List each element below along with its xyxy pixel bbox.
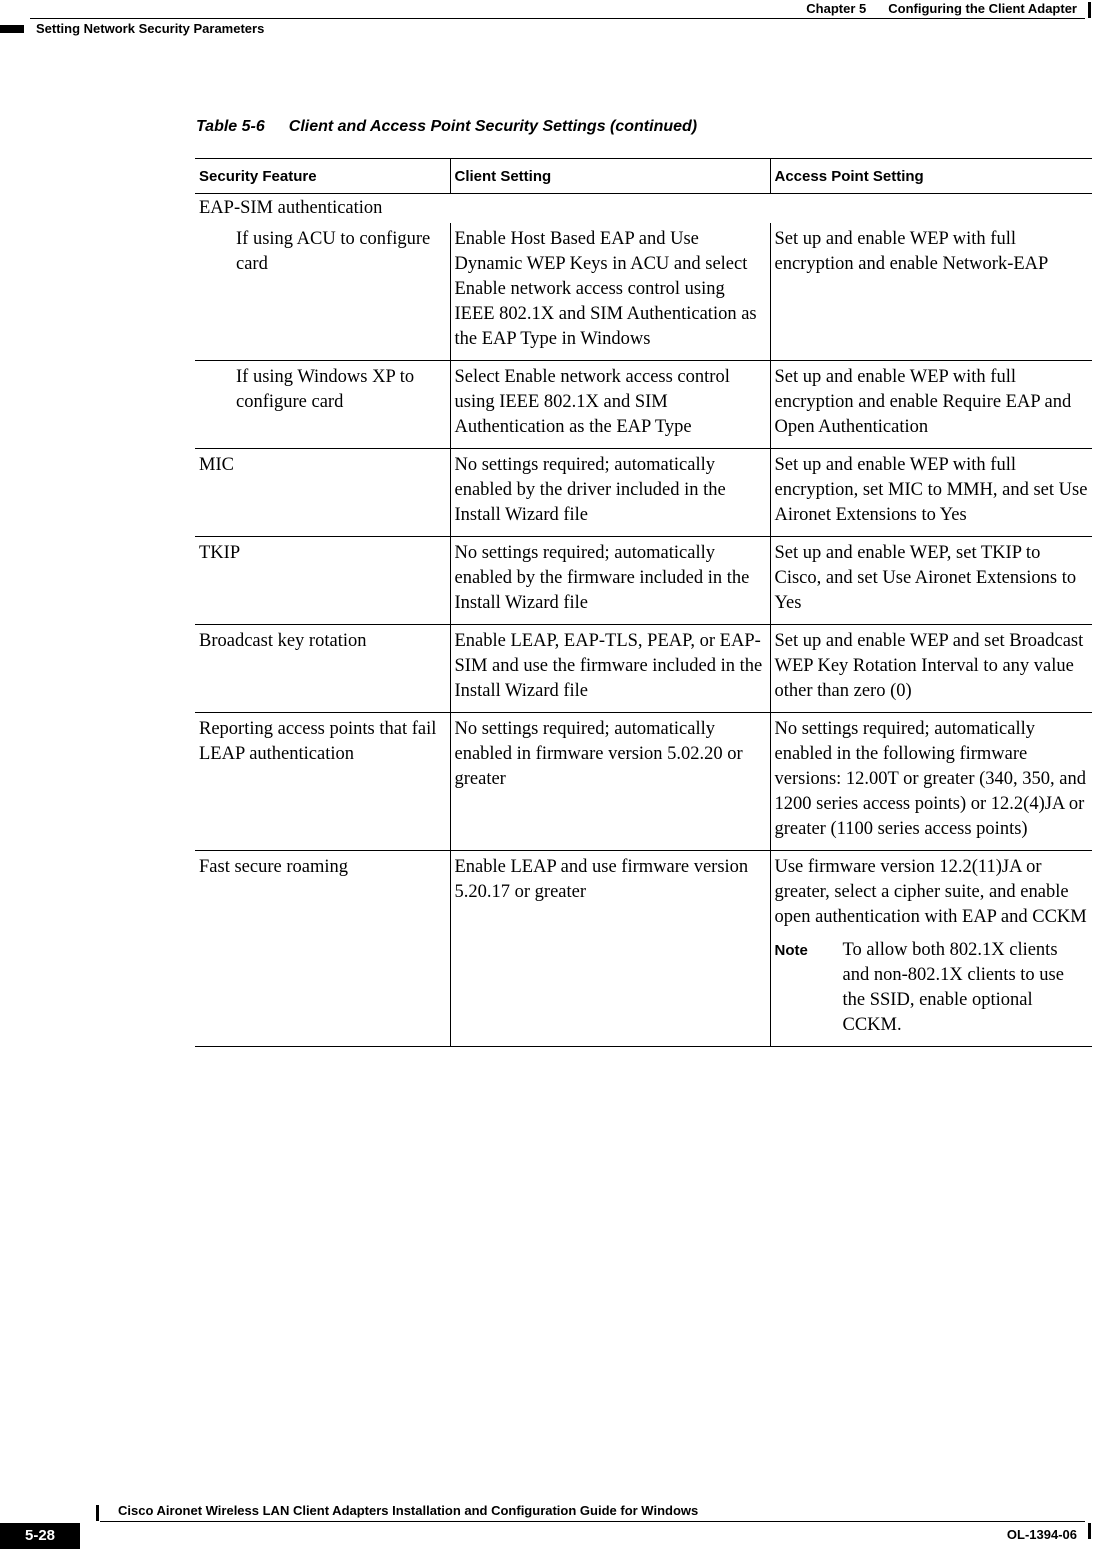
access-point-setting-cell: Set up and enable WEP with full encryption and enable Require EAP and Open Authentication <box>770 361 1092 449</box>
running-header-chapter <box>806 0 1077 17</box>
client-setting-cell: Enable Host Based EAP and Use Dynamic WEP Keys in ACU and select Enable network access control using IEEE 802.1X and SIM Authentication as the EAP Type in Windows <box>450 223 770 361</box>
security-settings-table <box>195 158 1092 1047</box>
footer-tick-mark <box>96 1505 99 1521</box>
note-text: To allow both 802.1X clients and non-802.1X clients to use the SSID, enable optional CCKM. <box>842 940 1064 1035</box>
group-label-eap-sim: EAP-SIM authentication <box>199 198 383 218</box>
access-point-setting-cell: No settings required; automatically enabled in the following firmware versions: 12.00T or greater (340, 350, and 1200 series access points) or 12.2(4)JA or greater (1100 series access points) <box>770 713 1092 851</box>
access-point-setting-cell: Set up and enable WEP, set TKIP to Cisco, and set Use Aironet Extensions to Yes <box>770 537 1092 625</box>
chapter-title: Configuring the Client Adapter <box>888 1 1077 16</box>
footer-tick-mark-right <box>1088 1523 1091 1539</box>
note-block <box>775 938 1089 1038</box>
header-tick-mark <box>1088 2 1091 18</box>
footer-book-title: Cisco Aironet Wireless LAN Client Adapters Installation and Configuration Guide for Windows <box>118 1503 699 1518</box>
table-caption <box>196 118 697 136</box>
feature-cell: Reporting access points that fail LEAP authentication <box>195 713 450 851</box>
page-number-badge: 5-28 <box>0 1523 80 1549</box>
column-header-client-setting: Client Setting <box>450 159 770 194</box>
client-setting-cell: No settings required; automatically enabled in firmware version 5.02.20 or greater <box>450 713 770 851</box>
chapter-number: Chapter 5 <box>806 1 867 16</box>
access-point-setting-cell: Set up and enable WEP with full encryption, set MIC to MMH, and set Use Aironet Extensions to Yes <box>770 449 1092 537</box>
client-setting-cell: No settings required; automatically enabled by the driver included in the Install Wizard file <box>450 449 770 537</box>
access-point-setting-cell: Set up and enable WEP and set Broadcast WEP Key Rotation Interval to any value other than zero (0) <box>770 625 1092 713</box>
client-setting-cell: Select Enable network access control using IEEE 802.1X and SIM Authentication as the EAP Type <box>450 361 770 449</box>
feature-cell: Fast secure roaming <box>195 851 450 1047</box>
footer-rule <box>100 1521 1085 1522</box>
client-setting-cell: Enable LEAP, EAP-TLS, PEAP, or EAP-SIM and use the firmware included in the Install Wizard file <box>450 625 770 713</box>
table-row <box>195 537 1092 625</box>
running-header-section: Setting Network Security Parameters <box>36 21 265 36</box>
note-label: Note <box>774 942 808 959</box>
table-number: Table 5-6 <box>196 118 265 135</box>
table-row <box>195 713 1092 851</box>
header-marker-block <box>0 25 24 33</box>
access-point-setting-text: Use firmware version 12.2(11)JA or greater, select a cipher suite, and enable open authentication with EAP and CCKM <box>774 857 1087 927</box>
table-header-row <box>195 159 1092 194</box>
table-row <box>195 851 1092 1047</box>
feature-cell: Broadcast key rotation <box>195 625 450 713</box>
table-row <box>195 223 1092 361</box>
feature-cell: TKIP <box>195 537 450 625</box>
feature-cell: If using ACU to configure card <box>195 223 450 361</box>
table-row <box>195 449 1092 537</box>
client-setting-cell: Enable LEAP and use firmware version 5.20.17 or greater <box>450 851 770 1047</box>
column-header-security-feature: Security Feature <box>195 159 450 194</box>
table-row <box>195 625 1092 713</box>
footer-doc-number: OL-1394-06 <box>1006 1527 1077 1542</box>
access-point-setting-cell <box>770 851 1092 1047</box>
table-group-row <box>195 194 1092 224</box>
header-rule <box>30 18 1085 19</box>
feature-cell: If using Windows XP to configure card <box>195 361 450 449</box>
feature-cell: MIC <box>195 449 450 537</box>
access-point-setting-cell: Set up and enable WEP with full encryption and enable Network-EAP <box>770 223 1092 361</box>
column-header-access-point-setting: Access Point Setting <box>770 159 1092 194</box>
client-setting-cell: No settings required; automatically enabled by the firmware included in the Install Wizard file <box>450 537 770 625</box>
table-row <box>195 361 1092 449</box>
table-title: Client and Access Point Security Settings (continued) <box>288 118 698 135</box>
